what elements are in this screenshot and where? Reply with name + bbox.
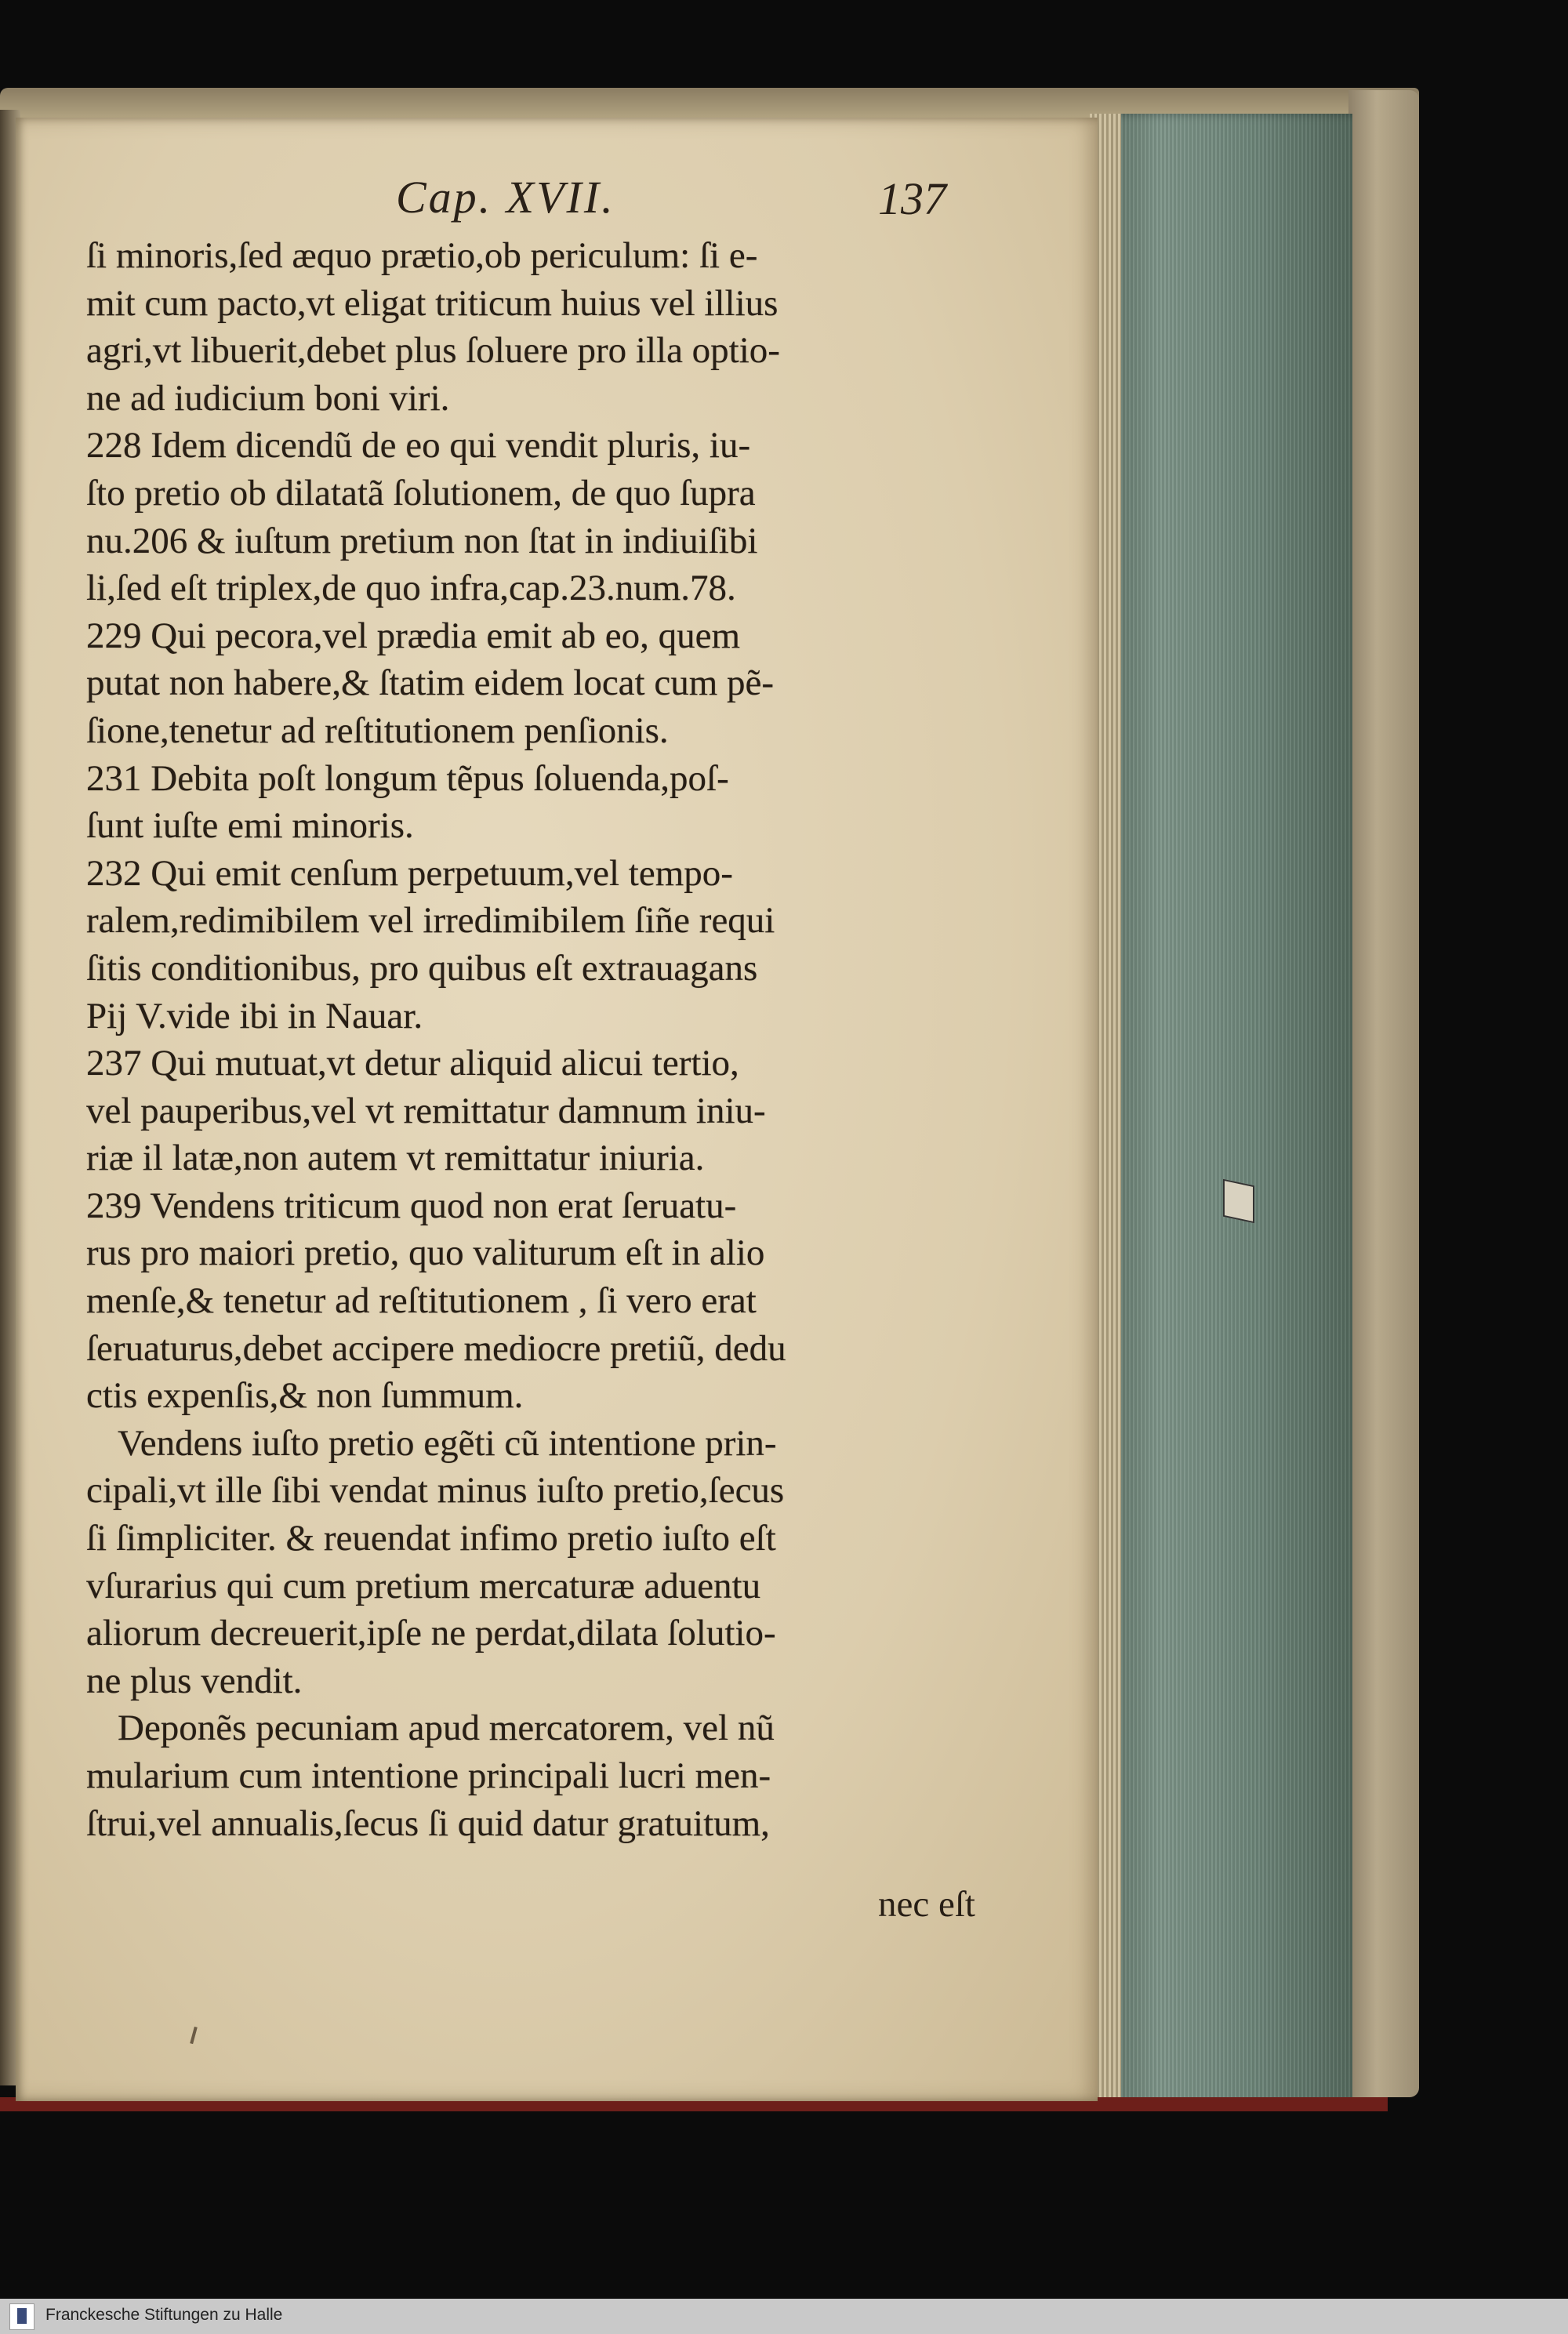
text-line: agri,vt libuerit,debet plus ſoluere pro illa optio- — [86, 330, 780, 372]
text-line: mit cum pacto,vt eligat triticum huius vel illius — [86, 282, 779, 324]
text-line: ſione,tenetur ad reſtitutionem penſionis. — [86, 710, 669, 751]
text-line: ſeruaturus,debet accipere mediocre pretiũ, dedu — [86, 1327, 786, 1369]
text-line: aliorum decreuerit,ipſe ne perdat,dilata ſolutio- — [86, 1613, 776, 1654]
text-line: mularium cum intentione principali lucri men- — [86, 1755, 771, 1796]
page-number: 137 — [878, 173, 946, 224]
catchword: nec eſt — [878, 1884, 975, 1925]
text-line: vſurarius qui cum pretium mercaturæ aduentu — [86, 1565, 761, 1606]
text-line: 237 Qui mutuat,vt detur aliquid alicui tertio, — [86, 1043, 739, 1084]
text-line: ſto pretio ob dilatatã ſolutionem, de quo ſupra — [86, 472, 756, 514]
text-line: 231 Debita poſt longum tẽpus ſoluenda,poſ- — [86, 757, 729, 799]
text-line: Pij V.vide ibi in Nauar. — [86, 995, 423, 1036]
text-line: rus pro maiori pretio, quo valiturum eſt in alio — [86, 1232, 765, 1274]
book-back-cover — [1348, 90, 1419, 2097]
text-line: ralem,redimibilem vel irredimibilem ſiñe requi — [86, 900, 775, 942]
institution-logo-icon — [9, 2303, 34, 2330]
text-line: ſi minoris,ſed æquo prætio,ob periculum: ſi e- — [86, 235, 758, 276]
text-line: ne plus vendit. — [86, 1660, 303, 1701]
running-head: Cap. XVII. — [396, 172, 615, 223]
footer-bar — [0, 2299, 1568, 2334]
text-line: ctis expenſis,& non ſummum. — [86, 1375, 524, 1417]
text-line: ſunt iuſte emi minoris. — [86, 805, 414, 847]
text-line: 232 Qui emit cenſum perpetuum,vel tempo- — [86, 852, 733, 894]
text-line: nu.206 & iuſtum pretium non ſtat in indiuiſibi — [86, 520, 758, 561]
text-line: 228 Idem dicendũ de eo qui vendit pluris, iu- — [86, 425, 751, 466]
text-line: vel pauperibus,vel vt remittatur damnum iniu- — [86, 1090, 766, 1131]
text-line: menſe,& tenetur ad reſtitutionem , ſi vero erat — [86, 1280, 757, 1322]
text-block — [86, 232, 988, 1847]
text-line: 229 Qui pecora,vel prædia emit ab eo, quem — [86, 615, 740, 656]
text-line: putat non habere,& ſtatim eidem locat cum pẽ- — [86, 662, 775, 704]
text-line: ne ad iudicium boni viri. — [86, 377, 450, 419]
paper-tab-marker — [1223, 1179, 1254, 1224]
text-line: li,ſed eſt triplex,de quo infra,cap.23.num.78. — [86, 568, 736, 609]
text-line: Vendens iuſto pretio egẽti cũ intentione prin- — [118, 1422, 777, 1464]
text-line: ſi ſimpliciter. & reuendat infimo pretio iuſto eſt — [86, 1518, 776, 1559]
text-line: riæ il latæ,non autem vt remittatur iniuria. — [86, 1138, 705, 1179]
text-line: ſitis conditionibus, pro quibus eſt extrauagans — [86, 947, 758, 989]
text-line: Deponẽs pecuniam apud mercatorem, vel nũ — [118, 1708, 775, 1749]
book-fore-edge — [1094, 114, 1352, 2109]
page-header — [78, 171, 964, 234]
text-line: ſtrui,vel annualis,ſecus ſi quid datur gratuitum, — [86, 1802, 770, 1844]
text-line: cipali,vt ille ſibi vendat minus iuſto pretio,ſecus — [86, 1470, 785, 1512]
institution-credit: Franckesche Stiftungen zu Halle — [45, 2306, 283, 2324]
text-line: 239 Vendens triticum quod non erat ſeruatu- — [86, 1185, 737, 1226]
